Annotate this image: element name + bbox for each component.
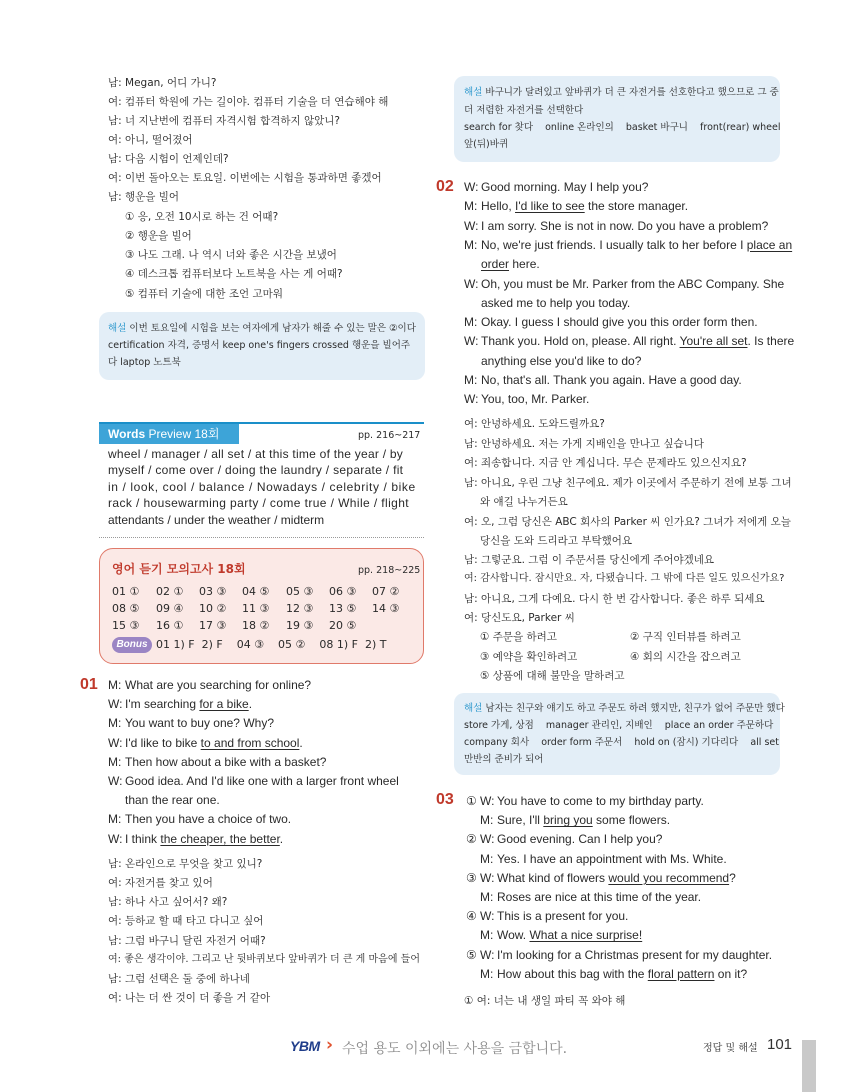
answer-cell: 20 ⑤	[329, 619, 357, 632]
explanation-line	[464, 86, 779, 100]
words-line: attendants / under the weather / midterm	[108, 513, 325, 527]
speaker-label: M:	[464, 373, 478, 387]
dialogue-line	[108, 697, 252, 711]
question-number: 02	[436, 178, 454, 195]
words-title-c: 18회	[194, 427, 220, 441]
answer-cell: 11 ③	[242, 602, 270, 615]
words-title-a: Words	[108, 427, 146, 441]
speaker-label: M:	[108, 678, 122, 692]
dialogue-line	[108, 793, 220, 807]
question-number: 01	[80, 676, 98, 693]
dialogue-line	[466, 871, 736, 885]
dialogue-line: 여: 오, 그럼 당신은 ABC 회사의 Parker 씨 인가요? 그녀가 저에게 오늘	[464, 516, 791, 528]
underlined-phrase: What a nice surprise!	[529, 928, 643, 943]
explanation-line	[464, 702, 785, 716]
section-label: 정답 및 해설	[703, 1043, 758, 1054]
arrow-icon: ›	[326, 1035, 334, 1055]
speaker-label: W:	[464, 334, 479, 349]
dialogue-text: I am sorry. She is not in now. Do you have a problem?	[481, 218, 769, 233]
answer-cell: 08 ⑤	[112, 602, 140, 615]
speaker-label: W:	[480, 870, 495, 885]
dialogue-text: Then you have a choice of two.	[125, 812, 292, 827]
dialogue-line: 남: 그럼 바구니 달린 자전거 어때?	[108, 935, 266, 947]
explanation-text: 바구니가 달려있고 앞바퀴가 더 큰 자전거를 선호한다고 했으므로 그 중	[485, 87, 779, 98]
underlined-phrase: would you recommend	[608, 870, 730, 885]
speaker-label: M:	[464, 237, 478, 252]
dialogue-text: Okay. I guess I should give you this order form then.	[481, 315, 758, 330]
option-item: ④ 회의 시간을 잡으려고	[630, 651, 741, 663]
option-item: ③ 예약을 확인하려고	[480, 651, 578, 663]
dialogue-line	[464, 277, 784, 291]
explanation-line: 만반의 준비가 되어	[464, 754, 544, 765]
dialogue-line	[108, 736, 303, 750]
dialogue-line: 남: 아니요, 우린 그냥 친구에요. 제가 이곳에서 주문하기 전에 보통 그녀	[464, 477, 792, 489]
dialogue-line: 여: 안녕하세요. 도와드릴까요?	[464, 418, 605, 430]
speaker-label: M:	[480, 928, 494, 943]
choice-marker: ⑤	[466, 947, 477, 962]
dialogue-line: 남: 하나 사고 싶어서? 왜?	[108, 896, 228, 908]
dialogue-text: than the rear one.	[125, 793, 220, 808]
choice-marker: ②	[466, 832, 477, 847]
underlined-phrase: I'd like to see	[515, 199, 585, 214]
dialogue-line: 여: 자전거를 찾고 있어	[108, 877, 213, 889]
dialogue-line	[466, 852, 727, 866]
answer-cell: 01 ①	[112, 585, 140, 598]
answer-cell: 07 ②	[372, 585, 400, 598]
speaker-label: W:	[480, 909, 495, 924]
speaker-label: W:	[464, 392, 479, 407]
dialogue-line	[108, 832, 283, 846]
explanation-line: company 회사 order form 주문서 hold on (잠시) 기다리다 all set	[464, 737, 779, 748]
explanation-line: search for 찾다 online 온라인의 basket 바구니 front(rear) wheel	[464, 122, 781, 133]
dialogue-line	[464, 354, 641, 368]
words-preview-pages: pp. 216~217	[358, 430, 421, 441]
words-line: myself / come over / doing the laundry / separate / fit	[108, 463, 404, 477]
option-item: ② 행운을 빌어	[125, 230, 192, 242]
dialogue-line: 여: 감사합니다. 잠시만요. 자, 다됐습니다. 그 밖에 다른 일도 있으신가요?	[464, 573, 785, 584]
dialogue-text: I'm looking for a Christmas present for my daughter.	[497, 947, 773, 962]
answer-cell: 18 ②	[242, 619, 270, 632]
dialogue-text: You have to come to my birthday party.	[497, 794, 704, 808]
dialogue-line	[464, 257, 540, 271]
dialogue-text: Good morning. May I help you?	[481, 180, 649, 194]
dialogue-line: 남: 그럼 선택은 둘 중에 하나네	[108, 973, 250, 985]
dialogue-line	[108, 716, 274, 730]
answer-cell: 14 ③	[372, 602, 400, 615]
dialogue-line	[466, 890, 701, 904]
speaker-label: W:	[108, 831, 123, 846]
dialogue-text: Roses are nice at this time of the year.	[497, 890, 702, 904]
dialogue-text: .	[248, 697, 253, 712]
dialogue-line: 여: 등하교 할 때 타고 다니고 싶어	[108, 915, 264, 927]
speaker-label: W:	[480, 947, 495, 962]
dialogue-text: This is a present for you.	[497, 909, 629, 924]
dialogue-line: 와 얘길 나누거든요	[480, 496, 568, 508]
explanation-tag: 해설	[464, 703, 483, 714]
answer-cell: 16 ①	[156, 619, 184, 632]
underlined-phrase: for a bike	[199, 697, 249, 712]
underlined-phrase: the cheaper, the better	[160, 831, 280, 846]
answer-cell: 06 ③	[329, 585, 357, 598]
speaker-label: M:	[480, 890, 494, 904]
dialogue-text: Hello,	[481, 199, 516, 214]
speaker-label: W:	[464, 276, 479, 291]
divider	[99, 537, 424, 538]
option-item: ④ 데스크톱 컴퓨터보다 노트북을 사는 게 어때?	[125, 268, 343, 280]
dialogue-line: 여: 좋은 생각이야. 그리고 난 뒷바퀴보다 앞바퀴가 더 큰 게 마음에 들어	[108, 954, 420, 965]
bonus-answers: 01 1) F 2) F 04 ③ 05 ② 08 1) F 2) T	[156, 638, 387, 651]
page-edge-bar	[802, 1040, 816, 1092]
dialogue-line	[464, 373, 742, 387]
dialogue-line	[108, 812, 291, 826]
explanation-tag: 해설	[108, 323, 127, 334]
dialogue-line	[464, 238, 792, 252]
footer	[0, 1030, 858, 1092]
dialogue-line	[108, 774, 399, 788]
answer-cell: 09 ④	[156, 602, 184, 615]
dialogue-line: 남: 너 지난번에 컴퓨터 자격시험 합격하지 않았니?	[108, 115, 340, 127]
speaker-label: M:	[108, 754, 122, 769]
bonus-badge: Bonus	[112, 637, 152, 653]
dialogue-line: ① 여: 너는 내 생일 파티 꼭 와야 해	[464, 995, 626, 1007]
dialogue-text: ?	[729, 870, 736, 885]
dialogue-text: I think	[125, 831, 161, 846]
underlined-phrase: to and from school	[200, 735, 300, 750]
explanation-text: 이번 토요일에 시험을 보는 여자에게 남자가 해줄 수 있는 말은 ②이다	[129, 323, 416, 334]
page-number: 101	[767, 1036, 793, 1053]
speaker-label: M:	[108, 716, 122, 731]
dialogue-line: 당신을 도와 드리라고 부탁했어요	[480, 535, 633, 547]
answer-cell: 02 ①	[156, 585, 184, 598]
speaker-label: M:	[464, 315, 478, 330]
dialogue-line: 여: 아니, 떨어졌어	[108, 134, 193, 146]
dialogue-text: . Is there	[747, 334, 795, 349]
words-line: rack / housewarming party / come true / While / flight	[108, 496, 410, 510]
dialogue-text: Thank you. Hold on, please. All right.	[481, 334, 680, 349]
dialogue-line: 여: 컴퓨터 학원에 가는 길이야. 컴퓨터 기술을 더 연습해야 해	[108, 96, 389, 108]
dialogue-line	[108, 755, 326, 769]
dialogue-line	[464, 199, 688, 213]
dialogue-text: Oh, you must be Mr. Parker from the ABC Company. She	[481, 276, 785, 291]
speaker-label: W:	[108, 735, 123, 750]
explanation-tag: 해설	[464, 87, 483, 98]
underlined-phrase: floral pattern	[647, 966, 715, 981]
dialogue-line: 여: 당신도요, Parker 씨	[464, 612, 575, 624]
speaker-label: W:	[480, 794, 495, 808]
answer-cell: 12 ③	[286, 602, 314, 615]
dialogue-line: 남: 안녕하세요. 저는 가게 지배인을 만나고 싶습니다	[464, 438, 704, 450]
dialogue-line	[464, 219, 768, 233]
dialogue-line: 남: 온라인으로 무엇을 찾고 있니?	[108, 858, 263, 870]
dialogue-line	[466, 794, 704, 808]
answer-cell: 13 ⑤	[329, 602, 357, 615]
explanation-line: certification 자격, 증명서 keep one's fingers crossed 행운을 빌어주	[108, 340, 411, 351]
dialogue-text: asked me to help you today.	[481, 295, 631, 310]
option-item: ① 주문을 하려고	[480, 631, 557, 643]
dialogue-text: Good evening. Can I help you?	[497, 832, 663, 847]
dialogue-text: the store manager.	[584, 199, 689, 214]
dialogue-line: 여: 죄송합니다. 지금 안 계십니다. 무슨 문제라도 있으신지요?	[464, 457, 747, 469]
ybm-logo: YBM	[290, 1038, 320, 1054]
dialogue-line: 여: 나는 더 싼 것이 더 좋을 거 같아	[108, 992, 271, 1004]
dialogue-text: Yes. I have an appointment with Ms. White.	[497, 851, 727, 866]
answer-cell: 05 ③	[286, 585, 314, 598]
words-line: in / look, cool / balance / Nowadays / celebrity / bike	[108, 480, 416, 494]
option-item: ③ 나도 그래. 나 역시 너와 좋은 시간을 보냈어	[125, 249, 337, 261]
dialogue-line	[464, 180, 648, 194]
answer-cell: 10 ②	[199, 602, 227, 615]
explanation-line: 더 저렴한 자전거를 선택한다	[464, 105, 584, 116]
underlined-phrase: bring you	[543, 813, 593, 828]
speaker-label: M:	[480, 966, 494, 981]
dialogue-line	[464, 315, 758, 329]
dialogue-text: some flowers.	[592, 813, 671, 828]
speaker-label: W:	[108, 774, 123, 788]
option-item: ② 구직 인터뷰를 하려고	[630, 631, 741, 643]
dialogue-text: Then how about a bike with a basket?	[125, 754, 327, 769]
dialogue-line	[466, 967, 747, 981]
speaker-label: M:	[480, 813, 494, 828]
dialogue-line	[108, 678, 311, 692]
dialogue-line	[464, 392, 589, 406]
explanation-line: 다 laptop 노트북	[108, 357, 181, 368]
question-number: 03	[436, 791, 454, 808]
explanation-line: store 가게, 상점 manager 관리인, 지배인 place an order 주문하다	[464, 720, 774, 731]
dialogue-text: Wow.	[497, 928, 530, 943]
dialogue-line	[466, 928, 642, 942]
choice-marker: ④	[466, 909, 477, 924]
dialogue-text: You want to buy one? Why?	[125, 716, 274, 731]
mock-test-pages: pp. 218~225	[358, 565, 421, 576]
dialogue-text: anything else you'd like to do?	[481, 353, 642, 368]
dialogue-text: No, that's all. Thank you again. Have a good day.	[481, 373, 742, 387]
words-line: wheel / manager / all set / at this time of the year / by	[108, 447, 404, 461]
explanation-line: 앞(뒤)바퀴	[464, 139, 509, 150]
dialogue-line: 남: Megan, 어디 가니?	[108, 77, 217, 89]
dialogue-line: 남: 행운을 빌어	[108, 191, 180, 203]
dialogue-text: How about this bag with the	[497, 966, 648, 981]
dialogue-text: I'm searching	[125, 697, 200, 712]
answer-cell: 17 ③	[199, 619, 227, 632]
underlined-phrase: place an	[746, 237, 793, 252]
dialogue-text: What kind of flowers	[497, 870, 609, 885]
dialogue-line	[466, 948, 772, 962]
dialogue-line	[466, 832, 662, 846]
mock-test-title: 영어 듣기 모의고사 18회	[112, 562, 246, 576]
dialogue-line	[466, 909, 628, 923]
option-item: ⑤ 상품에 대해 불만을 말하려고	[480, 670, 625, 682]
usage-notice: 수업 용도 이외에는 사용을 금합니다.	[342, 1041, 568, 1057]
option-item: ⑤ 컴퓨터 기술에 대한 조언 고마워	[125, 288, 283, 300]
speaker-label: M:	[480, 851, 494, 866]
choice-marker: ①	[466, 794, 477, 808]
dialogue-text: What are you searching for online?	[125, 678, 312, 692]
dialogue-line: 남: 그렇군요. 그럼 이 주문서를 당신에게 주어야겠네요	[464, 554, 715, 566]
dialogue-text: Sure, I'll	[497, 813, 544, 828]
explanation-text: 남자는 친구와 얘기도 하고 주문도 하려 했지만, 친구가 없어 주문만 했다	[485, 703, 785, 714]
words-preview-title	[108, 427, 219, 441]
dialogue-text: .	[279, 831, 284, 846]
dialogue-line	[464, 296, 630, 310]
underlined-phrase: You're all set	[679, 334, 748, 349]
speaker-label: M:	[108, 812, 122, 827]
speaker-label: W:	[108, 697, 123, 712]
dialogue-text: I'd like to bike	[125, 735, 201, 750]
answer-cell: 15 ③	[112, 619, 140, 632]
dialogue-line: 남: 다음 시험이 언제인데?	[108, 153, 229, 165]
answer-cell: 19 ③	[286, 619, 314, 632]
right-column	[430, 0, 858, 1092]
dialogue-text: on it?	[714, 966, 748, 981]
dialogue-text: here.	[509, 257, 540, 272]
dialogue-line: 남: 아니요, 그게 다예요. 다시 한 번 감사합니다. 좋은 하루 되세요	[464, 593, 765, 605]
speaker-label: M:	[464, 199, 478, 214]
dialogue-text: .	[299, 735, 303, 750]
dialogue-text: Good idea. And I'd like one with a larger front wheel	[125, 774, 399, 788]
option-item: ① 응, 오전 10시로 하는 건 어때?	[125, 211, 279, 223]
answer-cell: 03 ③	[199, 585, 227, 598]
speaker-label: W:	[464, 218, 479, 233]
explanation-line	[108, 322, 416, 336]
dialogue-text: No, we're just friends. I usually talk to her before I	[481, 237, 747, 252]
words-title-b: Preview	[148, 427, 192, 441]
answer-cell: 04 ⑤	[242, 585, 270, 598]
speaker-label: W:	[464, 180, 479, 194]
dialogue-line	[464, 334, 794, 348]
dialogue-line	[466, 813, 670, 827]
underlined-phrase: order	[481, 257, 510, 272]
choice-marker: ③	[466, 870, 477, 885]
speaker-label: W:	[480, 832, 495, 847]
dialogue-text: You, too, Mr. Parker.	[481, 392, 590, 407]
dialogue-line: 여: 이번 돌아오는 토요일. 이번에는 시험을 통과하면 좋겠어	[108, 172, 382, 184]
